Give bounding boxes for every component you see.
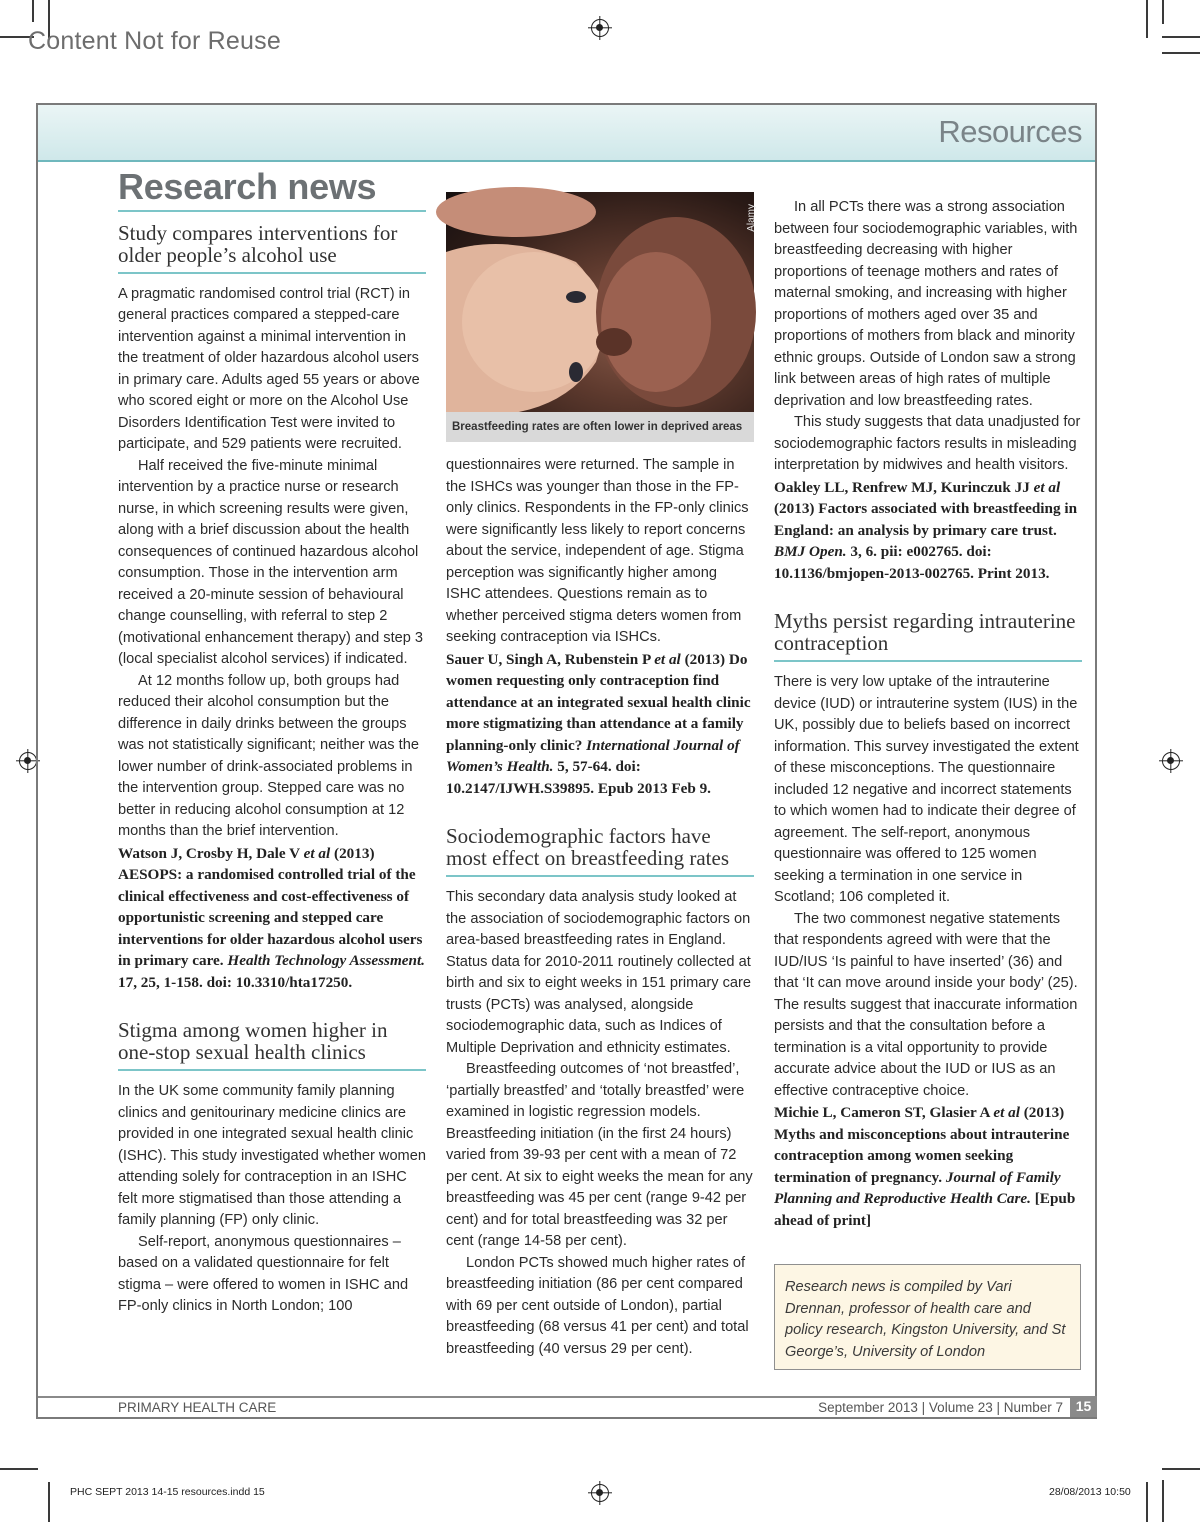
article-paragraph: This secondary data analysis study looked at the association of sociodemographic factors on area-based breastfeeding rates in England. Status data for 2010-2011 routinely collected at birth and six to eight weeks in 151 primary care trusts (PCTs) was analysed, alongside sociodemographic data, such as Indices of Multiple Deprivation and ethnicity estimates. [446,889,751,1056]
article-reference: Oakley LL, Renfrew MJ, Kurinczuk JJ et al (2013) Factors associated with breastfeeding in England: an analysis by primary care trust. BMJ Open. 3, 6. pii: e002765. doi: 10.1136/bmjopen-2013-002765. Print 2013. [774,478,1078,582]
column-3 [774,197,1082,1231]
article-heading: Stigma among women higher in one-stop sexual health clinics [118,1019,426,1071]
article-reference: Michie L, Cameron ST, Glasier A et al (2013) Myths and misconceptions about intrauterine contraception among women seeking termination of pregnancy. Journal of Family Planning and Reproductive Health Care. [Epub ahead of print] [774,1104,1076,1229]
article-paragraph: The two commonest negative statements that respondents agreed with were that the IUD/IUS ‘Is painful to have inserted’ (36) and that ‘It can move around inside your body’ (25). The results suggest that inaccurate information persists and that the consultation before a termination is a vital opportunity to provide accurate advice about the IUD or IUS as an effective contraceptive choice. [774,910,1078,1099]
crop-mark [32,0,34,22]
article-heading: Myths persist regarding intrauterine contraception [774,610,1082,662]
crop-mark [0,1468,38,1470]
crop-mark [1146,1482,1148,1522]
photo-credit: Alamy [746,204,757,232]
slug-date: 28/08/2013 10:50 [1049,1486,1131,1498]
registration-mark-icon [591,19,609,37]
crop-mark [48,1482,50,1522]
article-reference: Watson J, Crosby H, Dale V et al (2013) AESOPS: a randomised controlled trial of the clinical effectiveness and cost-effectiveness of opportunistic screening and stepped care interventions for older hazardous alcohol users in primary care. Health Technology Assessment. 17, 25, 1-158. doi: 10.3310/hta17250. [118,844,425,991]
article-paragraph: In the UK some community family planning clinics and genitourinary medicine clinics are provided in one integrated sexual health clinic (ISHC). This study investigated whether women attending solely for contraception in an ISHC felt more stigmatised than those attending a family planning (FP) only clinic. [118,1083,426,1228]
article-heading: Study compares interventions for older people’s alcohol use [118,222,426,274]
registration-mark-icon [591,1484,609,1502]
crop-mark [1162,1480,1164,1522]
slug-file: PHC SEPT 2013 14-15 resources.indd 15 [70,1486,265,1498]
breastfeeding-photo [446,192,757,442]
article-paragraph: London PCTs showed much higher rates of breastfeeding initiation (86 per cent compared with 69 per cent outside of London), partial breastfeeding (68 versus 41 per cent) and total breastfeeding (40 versus 29 per cent). [446,1254,749,1357]
article-paragraph: This study suggests that data unadjusted for sociodemographic factors results in misleading interpretation by midwives and health visitors. [774,414,1081,473]
column-1 [118,166,426,1318]
registration-mark-icon [1162,752,1180,770]
crop-mark [1162,52,1200,54]
article-paragraph: Half received the five-minute minimal intervention by a practice nurse or research nurse, in which screening results were given, along with a brief discussion about the health consequences of continued hazardous alcohol consumption. Those in the intervention arm received a 20-minute session of behavioural change counselling, with referral to step 2 (motivational enhancement therapy) and step 3 (local specialist alcohol services) if indicated. [118,457,424,667]
article-paragraph: Self-report, anonymous questionnaires – based on a validated questionnaire for felt stigma – were offered to women in ISHC and FP-only clinics in North London; 100 [118,1233,409,1314]
page-title: Research news [118,176,426,212]
compiled-by-box: Research news is compiled by Vari Drennan, professor of health care and policy research, Kingston University, and St George’s, University of London [774,1264,1081,1370]
article-paragraph: There is very low uptake of the intrauterine device (IUD) or intrauterine system (IUS) in the UK, possibly due to beliefs based on incorrect information. This survey investigated the extent of these misconceptions. The questionnaire included 12 negative and incorrect statements to which women had to indicate their degree of agreement. The self-report, anonymous questionnaire was offered to 125 women seeking a termination in one service in Scotland; 106 completed it. [774,674,1079,905]
crop-mark [1162,36,1200,38]
article-heading: Sociodemographic factors have most effect on breastfeeding rates [446,825,754,877]
article-reference: Sauer U, Singh A, Rubenstein P et al (2013) Do women requesting only contraception find attendance at an integrated sexual health clinic more stigmatizing than attendance at a family planning-only clinic? International Journal of Women’s Health. 5, 57-64. doi: 10.2147/IJWH.S39895. Epub 2013 Feb 9. [446,650,751,797]
page-number: 15 [1070,1396,1097,1417]
footer-journal: PRIMARY HEALTH CARE [118,1400,277,1415]
article-paragraph: At 12 months follow up, both groups had reduced their alcohol consumption but the difference in daily drinks between the groups was not statistically significant; neither was the lower number of drink-associated problems in the intervention group. Stepped care was no better in reducing alcohol consumption at 12 months than the brief intervention. [118,672,419,839]
article-paragraph: In all PCTs there was a strong association between four sociodemographic variables, with breastfeeding decreasing with higher proportions of teenage mothers and rates of maternal smoking, and increasing with higher proportions of mothers aged over 35 and proportions of mothers from black and minority ethnic groups. Outside of London saw a strong link between areas of high rates of multiple deprivation and low breastfeeding rates. [774,199,1078,409]
registration-mark-icon [19,752,37,770]
section-banner [38,105,1095,162]
watermark: Content Not for Reuse [28,27,281,55]
article-paragraph: A pragmatic randomised control trial (RCT) in general practices compared a stepped-care intervention against a minimal intervention in the treatment of older hazardous alcohol users in primary care. Adults aged 55 years or above who scored eight or more on the Alcohol Use Disorders Identification Test were invited to participate, and 529 patients were recruited. [118,285,420,452]
column-2 [446,455,754,1360]
crop-mark [1146,0,1148,38]
footer-issue: September 2013 | Volume 23 | Number 7 [818,1400,1063,1415]
crop-mark [1162,1468,1200,1470]
section-label: Resources [938,114,1082,149]
baby-image [446,192,754,442]
article-paragraph: questionnaires were returned. The sample in the ISHCs was younger than those in the FP-only clinics. Respondents in the FP-only clinics were significantly less likely to report concerns about the service, independent of age. Stigma perception was significantly higher among ISHC attendees. Questions remain as to whether perceived stigma deters women from seeking contraception via ISHCs. [446,457,749,645]
photo-caption: Breastfeeding rates are often lower in deprived areas [446,412,754,442]
article-paragraph: Breastfeeding outcomes of ‘not breastfed’, ‘partially breastfed’ and ‘totally breastfed’ were examined in logistic regression models. Breastfeeding initiation (in the first 24 hours) varied from 39-93 per cent with a mean of 72 per cent. At six to eight weeks the mean for any breastfeeding was 45 per cent (range 9-42 per cent) and for total breastfeeding was 32 per cent (range 14-58 per cent). [446,1061,753,1249]
crop-mark [1162,0,1164,24]
